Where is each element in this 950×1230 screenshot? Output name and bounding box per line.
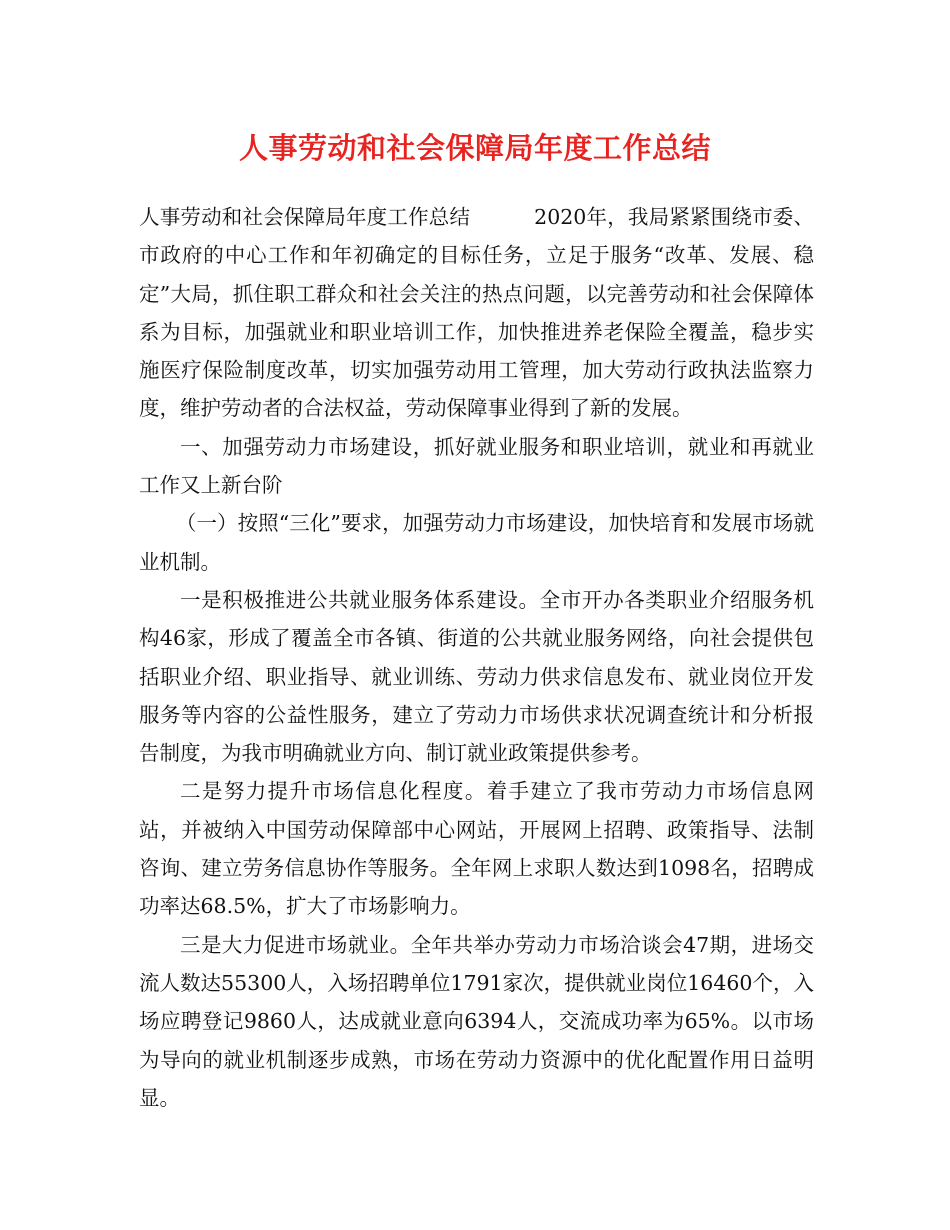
document-title: 人事劳动和社会保障局年度工作总结 [238,131,711,165]
subsection-heading: （一）按照“三化”要求，加强劳动力市场建设，加快培育和发展市场就业机制。 [139,511,814,574]
body-paragraph: 二是努力提升市场信息化程度。着手建立了我市劳动力市场信息网站，并被纳入中国劳动保障部中心网站，开展网上招聘、政策指导、法制咨询、建立劳务信息协作等服务。全年网上求职人数达到1098名，招聘成功率达68.5%，扩大了市场影响力。 [139,779,814,919]
intro-paragraph [139,198,814,428]
intro-text: 2020年，我局紧紧围绕市委、市政府的中心工作和年初确定的目标任务，立足于服务“改革、发展、稳定”大局，抓住职工群众和社会关注的热点问题，以完善劳动和社会保障体系为目标，加强就业和职业培训工作，加快推进养老保险全覆盖，稳步实施医疗保险制度改革，切实加强劳动用工管理，加大劳动行政执法监察力度，维护劳动者的合法权益，劳动保障事业得到了新的发展。 [139,205,814,421]
body-paragraph: 三是大力促进市场就业。全年共举办劳动力市场洽谈会47期，进场交流人数达55300人，入场招聘单位1791家次，提供就业岗位16460个，入场应聘登记9860人，达成就业意向6394人，交流成功率为65%。以市场为导向的就业机制逐步成熟，市场在劳动力资源中的优化配置作用日益明显。 [139,932,814,1110]
intro-title: 人事劳动和社会保障局年度工作总结 [139,205,471,229]
body-paragraph: 一是积极推进公共就业服务体系建设。全市开办各类职业介绍服务机构46家，形成了覆盖全市各镇、街道的公共就业服务网络，向社会提供包括职业介绍、职业指导、就业训练、劳动力供求信息发布、就业岗位开发服务等内容的公益性服务，建立了劳动力市场供求状况调查统计和分析报告制度，为我市明确就业方向、制订就业政策提供参考。 [139,587,814,766]
document-body [139,198,814,1117]
section-heading: 一、加强劳动力市场建设，抓好就业服务和职业培训，就业和再就业工作又上新台阶 [139,434,814,498]
